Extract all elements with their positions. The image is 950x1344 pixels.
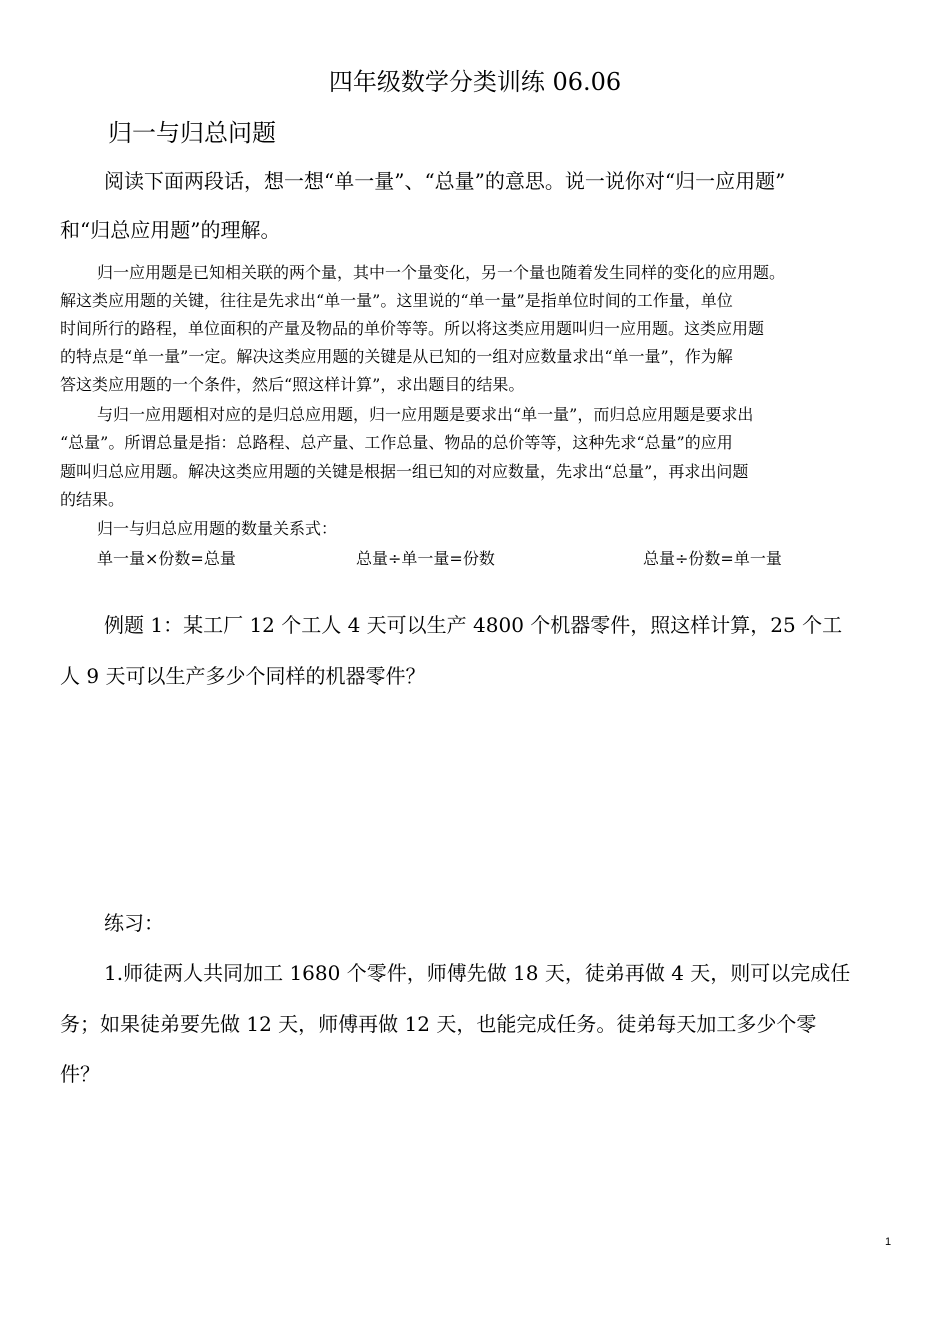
practice-line: 件？ bbox=[60, 1062, 100, 1086]
intro-line: 和“归总应用题”的理解。 bbox=[60, 218, 281, 242]
paragraph-line: 解这类应用题的关键，往往是先求出“单一量”。这里说的“单一量”是指单位时间的工作量，单位 bbox=[60, 291, 733, 310]
example-line: 例题 1：某工厂 12 个工人 4 天可以生产 4800 个机器零件，照这样计算，25 个工 bbox=[104, 613, 843, 637]
example-line: 人 9 天可以生产多少个同样的机器零件？ bbox=[60, 664, 426, 688]
paragraph-line: 的特点是“单一量”一定。解决这类应用题的关键是从已知的一组对应数量求出“单一量”，作为解 bbox=[60, 347, 733, 366]
practice-line: 1.师徒两人共同加工 1680 个零件，师傅先做 18 天，徒弟再做 4 天，则可以完成任 bbox=[104, 961, 851, 985]
relation-heading: 归一与归总应用题的数量关系式： bbox=[97, 519, 338, 538]
formula-1: 单一量×份数=总量 bbox=[97, 549, 236, 568]
page-number: 1 bbox=[885, 1236, 892, 1248]
practice-heading: 练习： bbox=[104, 911, 164, 935]
formula-2: 总量÷单一量=份数 bbox=[356, 549, 495, 568]
practice-line: 务；如果徒弟要先做 12 天，师傅再做 12 天，也能完成任务。徒弟每天加工多少个零 bbox=[60, 1012, 817, 1036]
page-title: 四年级数学分类训练 06.06 bbox=[328, 68, 622, 96]
formula-3: 总量÷份数=单一量 bbox=[643, 549, 782, 568]
section-subtitle: 归一与归总问题 bbox=[108, 119, 276, 147]
intro-line: 阅读下面两段话，想一想“单一量”、“总量”的意思。说一说你对“归一应用题” bbox=[104, 169, 786, 193]
paragraph-line: “总量”。所谓总量是指：总路程、总产量、工作总量、物品的总价等等，这种先求“总量”的应用 bbox=[60, 433, 733, 452]
paragraph-line: 答这类应用题的一个条件，然后“照这样计算”，求出题目的结果。 bbox=[60, 375, 525, 394]
paragraph-line: 归一应用题是已知相关联的两个量，其中一个量变化，另一个量也随着发生同样的变化的应用题。 bbox=[97, 263, 786, 282]
paragraph-line: 题叫归总应用题。解决这类应用题的关键是根据一组已知的对应数量，先求出“总量”，再求出问题 bbox=[60, 462, 749, 481]
paragraph-line: 的结果。 bbox=[60, 490, 125, 509]
paragraph-line: 时间所行的路程，单位面积的产量及物品的单价等等。所以将这类应用题叫归一应用题。这类应用题 bbox=[60, 319, 765, 338]
paragraph-line: 与归一应用题相对应的是归总应用题，归一应用题是要求出“单一量”，而归总应用题是要求出 bbox=[97, 405, 754, 424]
